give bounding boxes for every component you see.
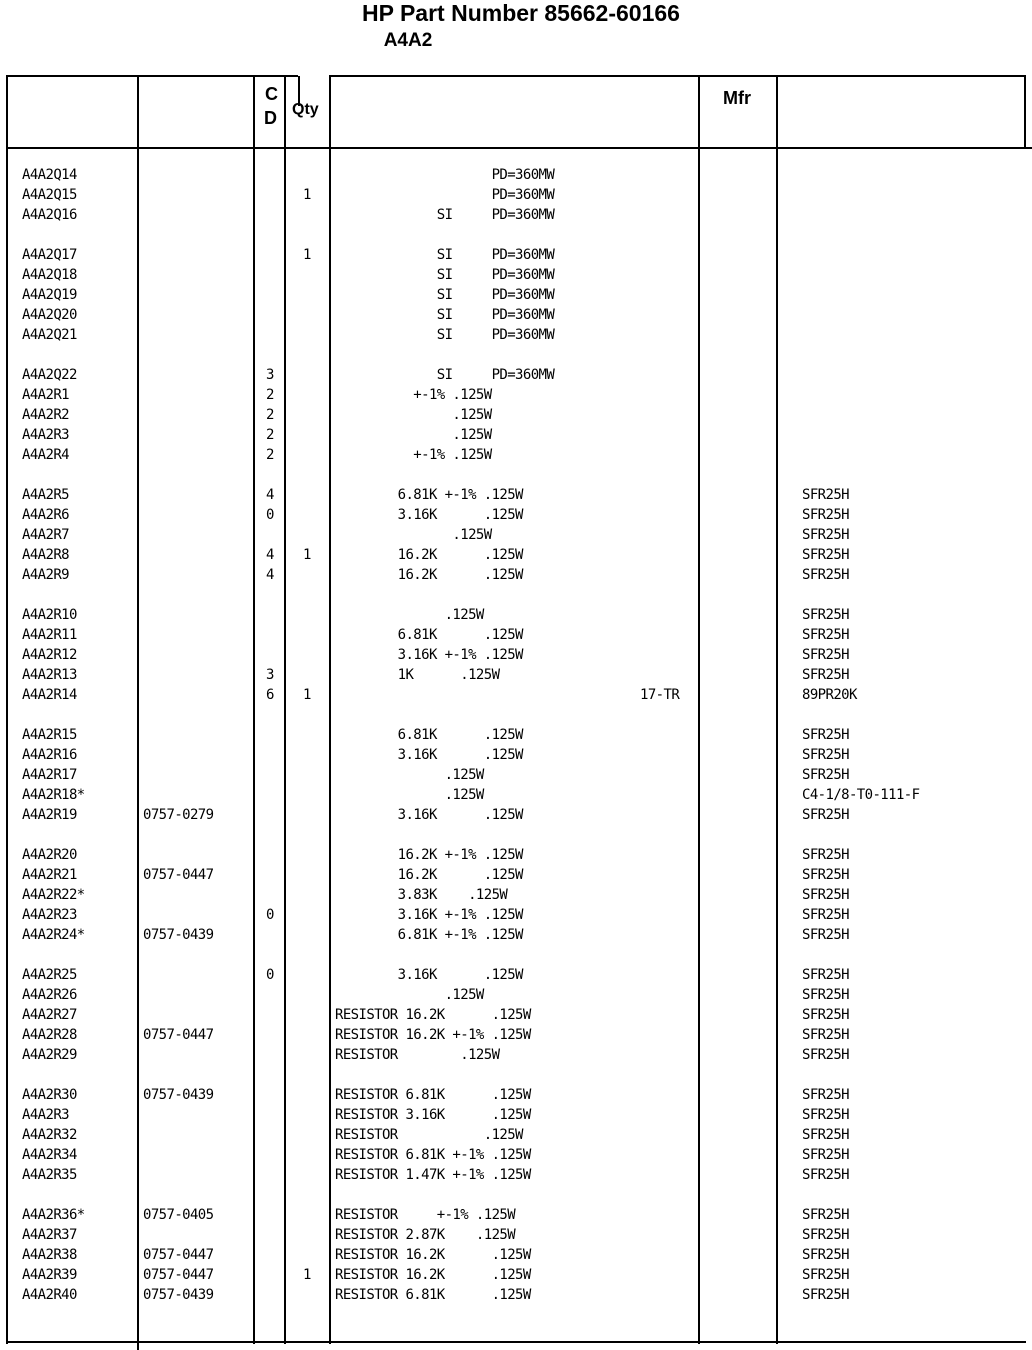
mfr-code: 17-TR	[640, 687, 680, 703]
description: +-1% .125W	[335, 387, 492, 403]
quantity: 1	[303, 187, 311, 203]
description: +-1% .125W	[335, 447, 492, 463]
hp-part-number: 0757-0447	[143, 867, 214, 883]
cd-header-bottom: D	[264, 108, 277, 128]
mfr-part-number: SFR25H	[802, 667, 849, 683]
mfr-part-number: SFR25H	[802, 627, 849, 643]
ref-designator: A4A2R5	[22, 487, 69, 503]
mfr-part-number: SFR25H	[802, 1287, 849, 1303]
description: 6.81K +-1% .125W	[335, 927, 523, 943]
description: SI PD=360MW	[335, 307, 555, 323]
check-digit: 2	[266, 407, 274, 423]
quantity: 1	[303, 687, 311, 703]
description: .125W	[335, 767, 484, 783]
description: 16.2K .125W	[335, 867, 523, 883]
description: 16.2K +-1% .125W	[335, 847, 523, 863]
check-digit: 4	[266, 567, 274, 583]
check-digit: 2	[266, 447, 274, 463]
column-divider	[284, 76, 286, 1344]
description: SI PD=360MW	[335, 267, 555, 283]
mfr-part-number: SFR25H	[802, 1127, 849, 1143]
description: .125W	[335, 987, 484, 1003]
description: SI PD=360MW	[335, 367, 555, 383]
ref-designator: A4A2R17	[22, 767, 77, 783]
mfr-part-number: SFR25H	[802, 1107, 849, 1123]
ref-designator: A4A2R1	[22, 387, 69, 403]
ref-designator: A4A2R9	[22, 567, 69, 583]
ref-designator: A4A2Q20	[22, 307, 77, 323]
ref-designator: A4A2R18*	[22, 787, 85, 803]
description: RESISTOR 16.2K .125W	[335, 1267, 531, 1283]
description: RESISTOR 16.2K +-1% .125W	[335, 1027, 531, 1043]
table-border-left	[6, 76, 8, 1344]
ref-designator: A4A2R34	[22, 1147, 77, 1163]
description: 16.2K .125W	[335, 547, 523, 563]
ref-designator: A4A2R29	[22, 1047, 77, 1063]
check-digit: 4	[266, 547, 274, 563]
ref-designator: A4A2R12	[22, 647, 77, 663]
description: RESISTOR .125W	[335, 1047, 500, 1063]
table-bottom-rule	[6, 1341, 1026, 1343]
ref-designator: A4A2R35	[22, 1167, 77, 1183]
ref-designator: A4A2Q15	[22, 187, 77, 203]
description: .125W	[335, 407, 492, 423]
ref-designator: A4A2R38	[22, 1247, 77, 1263]
description: SI PD=360MW	[335, 207, 555, 223]
ref-designator: A4A2R16	[22, 747, 77, 763]
mfr-part-number: SFR25H	[802, 487, 849, 503]
ref-designator: A4A2R10	[22, 607, 77, 623]
mfr-part-number: SFR25H	[802, 567, 849, 583]
mfr-part-number: SFR25H	[802, 1227, 849, 1243]
mfr-header: Mfr	[723, 88, 751, 108]
ref-designator: A4A2R26	[22, 987, 77, 1003]
hp-part-number: 0757-0405	[143, 1207, 214, 1223]
description: RESISTOR 3.16K .125W	[335, 1107, 531, 1123]
description: RESISTOR 16.2K .125W	[335, 1247, 531, 1263]
description: SI PD=360MW	[335, 287, 555, 303]
ref-designator: A4A2R20	[22, 847, 77, 863]
ref-designator: A4A2R23	[22, 907, 77, 923]
ref-designator: A4A2R30	[22, 1087, 77, 1103]
ref-designator: A4A2R39	[22, 1267, 77, 1283]
table-top-rule	[6, 75, 298, 77]
column-divider	[137, 76, 139, 1350]
check-digit: 0	[266, 507, 274, 523]
ref-designator: A4A2R3	[22, 1107, 69, 1123]
ref-designator: A4A2R6	[22, 507, 69, 523]
mfr-part-number: SFR25H	[802, 507, 849, 523]
cd-header-top: C	[265, 84, 278, 104]
check-digit: 4	[266, 487, 274, 503]
header-rule	[6, 147, 1032, 149]
description: 16.2K .125W	[335, 567, 523, 583]
hp-part-number: 0757-0279	[143, 807, 214, 823]
description: 1K .125W	[335, 667, 500, 683]
description: RESISTOR 6.81K .125W	[335, 1087, 531, 1103]
hp-part-number: 0757-0439	[143, 1087, 214, 1103]
ref-designator: A4A2R28	[22, 1027, 77, 1043]
description: RESISTOR 1.47K +-1% .125W	[335, 1167, 531, 1183]
hp-part-number: 0757-0439	[143, 1287, 214, 1303]
description: RESISTOR +-1% .125W	[335, 1207, 516, 1223]
hp-part-number: 0757-0447	[143, 1247, 214, 1263]
ref-designator: A4A2R13	[22, 667, 77, 683]
ref-designator: A4A2R14	[22, 687, 77, 703]
ref-designator: A4A2R22*	[22, 887, 85, 903]
description: 3.83K .125W	[335, 887, 508, 903]
ref-designator: A4A2R27	[22, 1007, 77, 1023]
mfr-part-number: SFR25H	[802, 907, 849, 923]
column-divider	[698, 76, 700, 1344]
description: .125W	[335, 607, 484, 623]
check-digit: 2	[266, 387, 274, 403]
ref-designator: A4A2R19	[22, 807, 77, 823]
description: PD=360MW	[335, 187, 555, 203]
mfr-part-number: SFR25H	[802, 867, 849, 883]
table-top-rule	[329, 75, 1026, 77]
column-divider	[776, 76, 778, 1344]
mfr-part-number: SFR25H	[802, 1147, 849, 1163]
check-digit: 6	[266, 687, 274, 703]
description: .125W	[335, 427, 492, 443]
description: 3.16K .125W	[335, 747, 523, 763]
ref-designator: A4A2Q14	[22, 167, 77, 183]
page-title: HP Part Number 85662-60166	[362, 0, 680, 26]
ref-designator: A4A2R21	[22, 867, 77, 883]
description: 3.16K .125W	[335, 967, 523, 983]
description: 6.81K .125W	[335, 727, 523, 743]
mfr-part-number: SFR25H	[802, 767, 849, 783]
mfr-part-number: SFR25H	[802, 807, 849, 823]
quantity: 1	[303, 247, 311, 263]
mfr-part-number: SFR25H	[802, 747, 849, 763]
mfr-part-number: 89PR20K	[802, 687, 857, 703]
description: 6.81K +-1% .125W	[335, 487, 523, 503]
description: RESISTOR 6.81K +-1% .125W	[335, 1147, 531, 1163]
mfr-part-number: SFR25H	[802, 547, 849, 563]
column-divider	[329, 76, 331, 1344]
ref-designator: A4A2R3	[22, 427, 69, 443]
description: RESISTOR 2.87K .125W	[335, 1227, 516, 1243]
hp-part-number: 0757-0439	[143, 927, 214, 943]
ref-designator: A4A2R40	[22, 1287, 77, 1303]
mfr-part-number: SFR25H	[802, 527, 849, 543]
description: .125W	[335, 787, 484, 803]
mfr-part-number: SFR25H	[802, 1207, 849, 1223]
ref-designator: A4A2R37	[22, 1227, 77, 1243]
ref-designator: A4A2Q17	[22, 247, 77, 263]
mfr-part-number: SFR25H	[802, 1247, 849, 1263]
ref-designator: A4A2Q21	[22, 327, 77, 343]
mfr-part-number: SFR25H	[802, 1007, 849, 1023]
description: PD=360MW	[335, 167, 555, 183]
ref-designator: A4A2Q19	[22, 287, 77, 303]
mfr-part-number: C4-1/8-T0-111-F	[802, 787, 920, 803]
description: RESISTOR .125W	[335, 1127, 523, 1143]
ref-designator: A4A2R24*	[22, 927, 85, 943]
page-subtitle: A4A2	[383, 30, 433, 51]
ref-designator: A4A2Q18	[22, 267, 77, 283]
ref-designator: A4A2R4	[22, 447, 69, 463]
mfr-part-number: SFR25H	[802, 967, 849, 983]
ref-designator: A4A2R11	[22, 627, 77, 643]
qty-header: Qty	[292, 101, 319, 118]
mfr-part-number: SFR25H	[802, 1167, 849, 1183]
check-digit: 3	[266, 367, 274, 383]
mfr-part-number: SFR25H	[802, 1027, 849, 1043]
ref-designator: A4A2R32	[22, 1127, 77, 1143]
ref-designator: A4A2R8	[22, 547, 69, 563]
description: 3.16K +-1% .125W	[335, 907, 523, 923]
check-digit: 0	[266, 967, 274, 983]
mfr-part-number: SFR25H	[802, 1087, 849, 1103]
description: SI PD=360MW	[335, 247, 555, 263]
mfr-part-number: SFR25H	[802, 1047, 849, 1063]
description: RESISTOR 6.81K .125W	[335, 1287, 531, 1303]
description: SI PD=360MW	[335, 327, 555, 343]
column-divider	[253, 76, 255, 1344]
check-digit: 0	[266, 907, 274, 923]
description: .125W	[335, 527, 492, 543]
check-digit: 3	[266, 667, 274, 683]
ref-designator: A4A2R36*	[22, 1207, 85, 1223]
ref-designator: A4A2Q16	[22, 207, 77, 223]
quantity: 1	[303, 547, 311, 563]
mfr-part-number: SFR25H	[802, 727, 849, 743]
mfr-part-number: SFR25H	[802, 887, 849, 903]
mfr-part-number: SFR25H	[802, 607, 849, 623]
ref-designator: A4A2R7	[22, 527, 69, 543]
ref-designator: A4A2Q22	[22, 367, 77, 383]
mfr-part-number: SFR25H	[802, 847, 849, 863]
mfr-part-number: SFR25H	[802, 1267, 849, 1283]
table-border-right	[1024, 76, 1026, 148]
mfr-part-number: SFR25H	[802, 987, 849, 1003]
description: 3.16K +-1% .125W	[335, 647, 523, 663]
mfr-part-number: SFR25H	[802, 647, 849, 663]
description: RESISTOR 16.2K .125W	[335, 1007, 531, 1023]
description: 6.81K .125W	[335, 627, 523, 643]
ref-designator: A4A2R15	[22, 727, 77, 743]
description: 3.16K .125W	[335, 507, 523, 523]
hp-part-number: 0757-0447	[143, 1027, 214, 1043]
ref-designator: A4A2R2	[22, 407, 69, 423]
ref-designator: A4A2R25	[22, 967, 77, 983]
mfr-part-number: SFR25H	[802, 927, 849, 943]
hp-part-number: 0757-0447	[143, 1267, 214, 1283]
description: 3.16K .125W	[335, 807, 523, 823]
quantity: 1	[303, 1267, 311, 1283]
check-digit: 2	[266, 427, 274, 443]
